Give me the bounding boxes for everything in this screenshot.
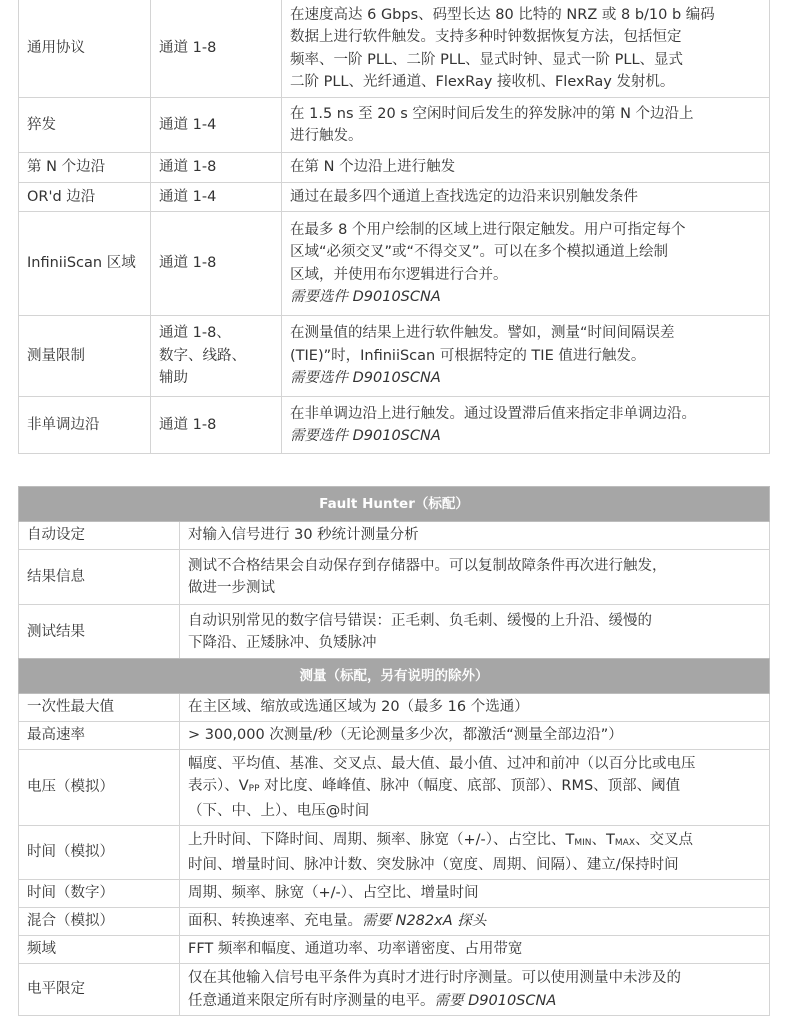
value-line: 仅在其他输入信号电平条件为真时才进行时序测量。可以使用测量中未涉及的 <box>188 970 681 986</box>
section-header-row <box>19 487 770 522</box>
row-label: 频域 <box>19 936 180 964</box>
row-value <box>180 522 770 550</box>
description-line: 频率、一阶 PLL、二阶 PLL、显式时钟、显式一阶 PLL、显式 <box>290 51 684 68</box>
table-row <box>19 316 770 397</box>
row-value <box>180 694 770 722</box>
trigger-name: 测量限制 <box>19 316 151 397</box>
table-row <box>19 0 770 98</box>
value-line: 下降沿、正矮脉冲、负矮脉冲 <box>188 635 377 651</box>
table-row <box>19 936 770 964</box>
fault-hunter-table <box>18 486 770 660</box>
value-text: 面积、转换速率、充电量。 <box>188 913 362 930</box>
value-line <box>188 990 761 1013</box>
value-line: （下、中、上）、电压@时间 <box>188 802 370 819</box>
subscript: MIN <box>574 838 592 848</box>
option-note: 需要选件 D9010SCNA <box>290 289 441 305</box>
value-line: 做进一步测试 <box>188 580 275 596</box>
trigger-name: 猝发 <box>19 98 151 153</box>
row-label: 混合（模拟） <box>19 908 180 936</box>
trigger-description <box>282 153 770 183</box>
table-row <box>19 826 770 880</box>
row-value <box>180 605 770 660</box>
trigger-channels: 通道 1-8 <box>151 0 282 98</box>
value-fragment: 表示）、V <box>188 778 249 795</box>
value-line <box>188 775 761 800</box>
subscript: MAX <box>614 838 635 848</box>
description-line: 区域“必须交叉”或“不得交叉”。可以在多个模拟通道上绘制 <box>290 244 669 260</box>
row-value <box>180 936 770 964</box>
description-line: 在速度高达 6 Gbps、码型长达 80 比特的 NRZ 或 8 b/10 b 编码 <box>290 6 715 23</box>
row-value <box>180 550 770 605</box>
value-line: 在主区域、缩放或选通区域为 20（最多 16 个选通） <box>188 699 529 716</box>
row-label: 自动设定 <box>19 522 180 550</box>
row-value <box>180 722 770 750</box>
measurement-title: 测量（标配，另有说明的除外） <box>19 659 770 694</box>
value-line: FFT 频率和幅度、通道功率、功率谱密度、占用带宽 <box>188 941 523 958</box>
option-note: 需要 N282xA 探头 <box>362 913 487 930</box>
measurement-table <box>18 658 770 1016</box>
option-note: 需要选件 D9010SCNA <box>290 428 441 444</box>
value-line: 幅度、平均值、基准、交叉点、最大值、最小值、过冲和前冲（以百分比或电压 <box>188 755 696 772</box>
value-fragment: 、T <box>591 832 615 848</box>
trigger-name: 通用协议 <box>19 0 151 98</box>
value-line: 周期、频率、脉宽（+/-）、占空比、增量时间 <box>188 885 479 902</box>
row-label: 结果信息 <box>19 550 180 605</box>
description-line: 区域，并使用布尔逻辑进行合并。 <box>290 266 508 283</box>
value-line: 时间、增量时间、脉冲计数、突发脉冲（宽度、周期、间隔）、建立/保持时间 <box>188 856 679 873</box>
description-line: 在第 N 个边沿上进行触发 <box>290 159 456 175</box>
section-header-row <box>19 659 770 694</box>
row-value <box>180 908 770 936</box>
description-line: 在最多 8 个用户绘制的区域上进行限定触发。用户可指定每个 <box>290 221 686 238</box>
value-line: > 300,000 次测量/秒（无论测量多少次，都激活“测量全部边沿”） <box>188 727 623 744</box>
table-row <box>19 212 770 316</box>
trigger-name: 非单调边沿 <box>19 397 151 454</box>
channel-line: 通道 1-8、 <box>159 325 231 342</box>
trigger-description <box>282 316 770 397</box>
description-line: 在测量值的结果上进行软件触发。譬如，测量“时间间隔误差 <box>290 325 675 342</box>
description-line: 数据上进行软件触发。支持多种时钟数据恢复方法，包括恒定 <box>290 29 682 45</box>
fault-hunter-title: Fault Hunter（标配） <box>19 487 770 522</box>
channel-line: 数字、线路、 <box>159 347 246 364</box>
row-label: 电压（模拟） <box>19 750 180 826</box>
row-label: 一次性最大值 <box>19 694 180 722</box>
value-fragment: 、交叉点 <box>634 832 693 848</box>
trigger-channels <box>151 316 282 397</box>
table-row <box>19 908 770 936</box>
option-note: 需要 D9010SCNA <box>434 992 557 1009</box>
trigger-name: OR'd 边沿 <box>19 182 151 212</box>
trigger-description <box>282 98 770 153</box>
subscript: PP <box>248 784 260 795</box>
row-value <box>180 826 770 880</box>
trigger-name: 第 N 个边沿 <box>19 153 151 183</box>
table-row <box>19 522 770 550</box>
table-row <box>19 397 770 454</box>
table-row <box>19 98 770 153</box>
row-value <box>180 750 770 826</box>
description-line: 在非单调边沿上进行触发。通过设置滞后值来指定非单调边沿。 <box>290 405 696 422</box>
table-row <box>19 964 770 1016</box>
row-label: 最高速率 <box>19 722 180 750</box>
description-line: 通过在最多四个通道上查找选定的边沿来识别触发条件 <box>290 188 638 205</box>
row-label: 时间（数字） <box>19 880 180 908</box>
value-line: 自动识别常见的数字信号错误：正毛刺、负毛刺、缓慢的上升沿、缓慢的 <box>188 612 652 629</box>
channel-line: 辅助 <box>159 370 188 387</box>
table-row <box>19 605 770 660</box>
trigger-description <box>282 397 770 454</box>
trigger-channels: 通道 1-8 <box>151 397 282 454</box>
trigger-description <box>282 0 770 98</box>
trigger-spec-table <box>18 0 770 454</box>
value-fragment: 任意通道来限定所有时序测量的电平。 <box>188 992 435 1009</box>
row-value <box>180 880 770 908</box>
table-row <box>19 750 770 826</box>
description-line: 进行触发。 <box>290 128 363 144</box>
trigger-description <box>282 212 770 316</box>
trigger-channels: 通道 1-4 <box>151 98 282 153</box>
row-label: 时间（模拟） <box>19 826 180 880</box>
trigger-channels: 通道 1-4 <box>151 182 282 212</box>
table-row <box>19 550 770 605</box>
value-line <box>188 829 761 854</box>
value-line: 对输入信号进行 30 秒统计测量分析 <box>188 527 419 544</box>
value-fragment: 上升时间、下降时间、周期、频率、脉宽（+/-）、占空比、T <box>188 832 575 848</box>
description-line: (TIE)”时，InfiniiScan 可根据特定的 TIE 值进行触发。 <box>290 347 646 364</box>
table-row <box>19 182 770 212</box>
trigger-name: InfiniiScan 区域 <box>19 212 151 316</box>
value-line: 测试不合格结果会自动保存到存储器中。可以复制故障条件再次进行触发， <box>188 557 667 574</box>
description-line: 二阶 PLL、光纤通道、FlexRay 接收机、FlexRay 发射机。 <box>290 74 675 90</box>
row-label: 测试结果 <box>19 605 180 660</box>
table-row <box>19 722 770 750</box>
table-row <box>19 153 770 183</box>
option-note: 需要选件 D9010SCNA <box>290 370 441 387</box>
trigger-channels: 通道 1-8 <box>151 153 282 183</box>
value-fragment: 对比度、峰峰值、脉冲（幅度、底部、顶部）、RMS、顶部、阈值 <box>259 778 681 795</box>
row-value <box>180 964 770 1016</box>
table-row <box>19 880 770 908</box>
row-label: 电平限定 <box>19 964 180 1016</box>
description-line: 在 1.5 ns 至 20 s 空闲时间后发生的猝发脉冲的第 N 个边沿上 <box>290 105 694 122</box>
table-row <box>19 694 770 722</box>
trigger-description <box>282 182 770 212</box>
trigger-channels: 通道 1-8 <box>151 212 282 316</box>
